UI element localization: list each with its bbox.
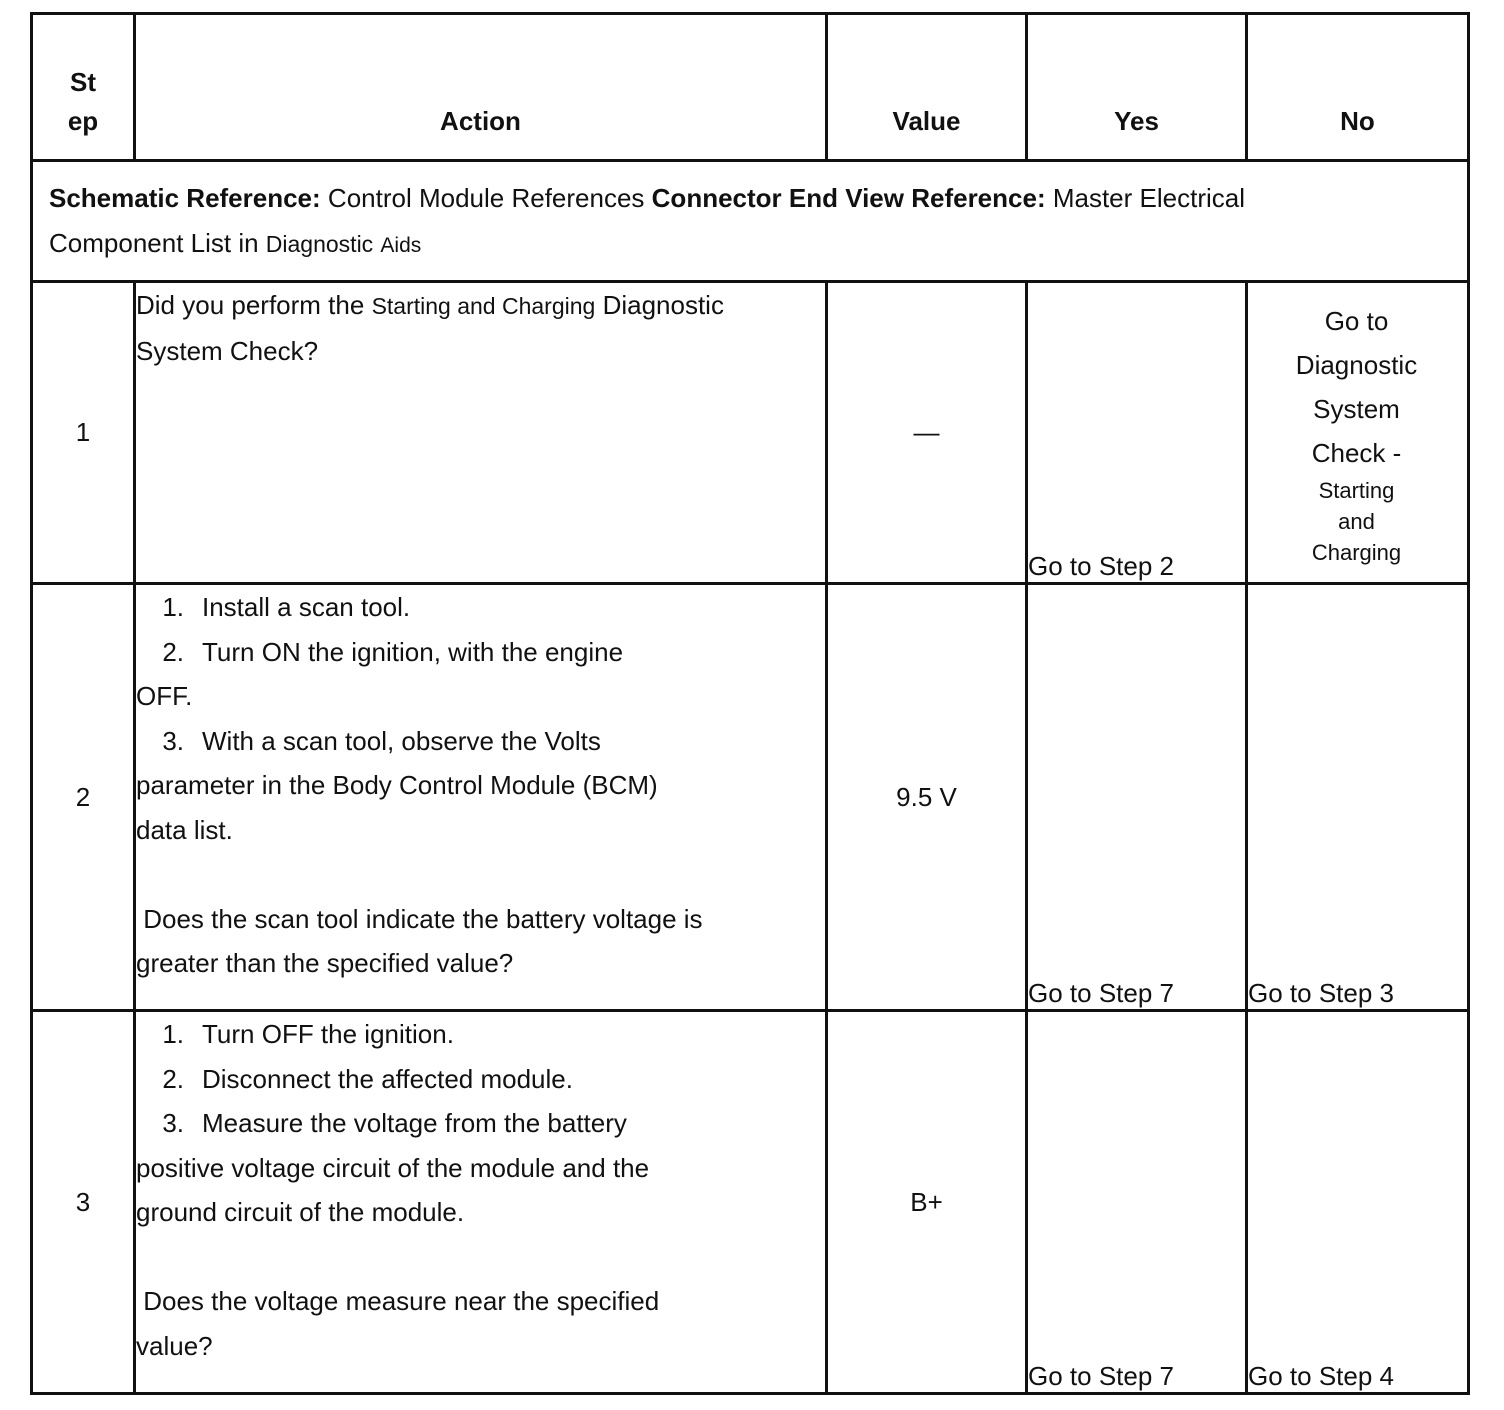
aids-text: Aids	[380, 234, 422, 257]
no-header: No	[1247, 14, 1469, 161]
table-row	[32, 282, 1469, 584]
header-row	[32, 14, 1469, 161]
action-cell: 1. Turn OFF the ignition. 2. Disconnect the affected module. 3. Measure the voltage from the battery positive voltage circuit of the module and the ground circuit of the module. Does the voltage measure near the specified value?	[135, 1011, 827, 1394]
action-cell: Did you perform the Starting and Charging Diagnostic System Check?	[135, 282, 827, 584]
list-item: 3. With a scan tool, observe the Volts	[162, 725, 601, 756]
list-item: 2. Disconnect the affected module.	[162, 1063, 573, 1094]
no-cell: Go to Diagnostic System Check - Starting and Charging	[1247, 282, 1469, 584]
yes-cell: Go to Step 7	[1027, 1011, 1247, 1394]
list-item: 1. Install a scan tool.	[162, 592, 411, 622]
yes-cell: Go to Step 7	[1027, 584, 1247, 1011]
value-header: Value	[827, 14, 1027, 161]
step-number: 3	[32, 1011, 135, 1394]
yes-header: Yes	[1027, 14, 1247, 161]
action-cell: 1. Install a scan tool. 2. Turn ON the ignition, with the engine OFF. 3. With a scan tool, observe the Volts parameter in the Body Control Module (BCM) data list. Does the scan tool indicate the battery voltage is greater than the specified value?	[135, 584, 827, 1011]
reference-row	[32, 161, 1469, 282]
table-row	[32, 584, 1469, 1011]
step-number: 1	[32, 282, 135, 584]
step-header: St ep	[32, 14, 135, 161]
no-cell: Go to Step 3	[1247, 584, 1469, 1011]
list-item: 2. Turn ON the ignition, with the engine	[162, 636, 624, 667]
schematic-reference-text: Control Module References	[327, 183, 645, 213]
connector-reference-text: Master Electrical	[1052, 183, 1245, 213]
action-header: Action	[135, 14, 827, 161]
step-number: 2	[32, 584, 135, 1011]
yes-cell: Go to Step 2	[1027, 282, 1247, 584]
reference-cell	[32, 161, 1469, 282]
value-cell: 9.5 V	[827, 584, 1027, 1011]
table-row	[32, 1011, 1469, 1394]
list-item: 1. Turn OFF the ignition.	[162, 1019, 454, 1049]
value-cell: —	[827, 282, 1027, 584]
schematic-reference-label: Schematic Reference:	[49, 183, 321, 213]
no-cell: Go to Step 4	[1247, 1011, 1469, 1394]
value-cell: B+	[827, 1011, 1027, 1394]
diagnostic-table	[30, 12, 1470, 1395]
starting-charging-link-text: Starting and Charging	[371, 293, 596, 319]
list-item: 3. Measure the voltage from the battery	[162, 1108, 627, 1138]
component-list-text: Component List in	[49, 228, 259, 258]
diagnostic-text: Diagnostic	[265, 231, 374, 257]
connector-reference-label: Connector End View Reference:	[651, 183, 1046, 213]
